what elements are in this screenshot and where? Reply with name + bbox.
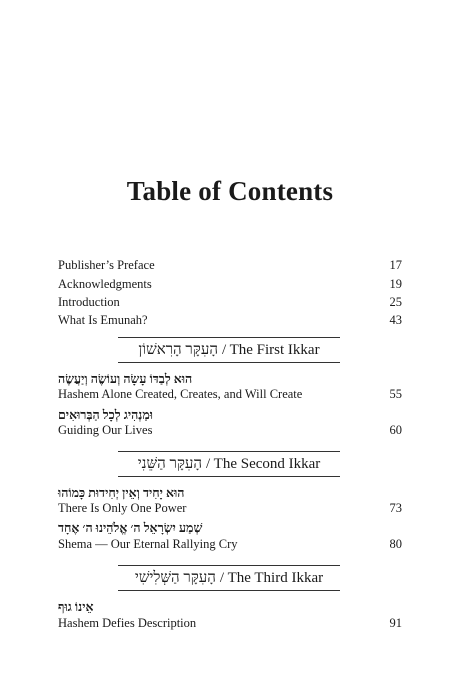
entry-page: 91	[389, 616, 402, 630]
toc-entry[interactable]	[58, 295, 402, 310]
section-heading	[118, 451, 340, 477]
section-heading	[118, 337, 340, 363]
toc-entry[interactable]	[58, 423, 402, 438]
section-heading-english: / The Second Ikkar	[206, 455, 321, 472]
toc-entry[interactable]	[58, 258, 402, 273]
entry-label: Hashem Defies Description	[58, 616, 197, 630]
toc-entry[interactable]	[58, 313, 402, 328]
entry-label: Hashem Alone Created, Creates, and Will Create	[58, 387, 303, 401]
section-heading	[118, 565, 340, 591]
entry-hebrew-text: הוּא יָחִיד וְאֵין יְחִידוּת כָּמוֹהוּ	[58, 486, 185, 500]
toc-entry[interactable]	[58, 537, 402, 552]
section-heading-english: / The First Ikkar	[221, 341, 320, 358]
entry-label: Publisher’s Preface	[58, 258, 155, 272]
entry-page: 80	[389, 537, 402, 551]
section-heading-hebrew: הָעִקָּר הָרִאשׁוֹן	[138, 341, 218, 358]
section-heading-hebrew: הָעִקָּר הַשֵּׁנִי	[137, 455, 203, 472]
entry-page: 17	[389, 258, 402, 272]
entry-page: 73	[389, 501, 402, 515]
section-heading-hebrew: הָעִקָּר הַשְּׁלִישִׁי	[134, 569, 216, 586]
page-title: Table of Contents	[126, 176, 334, 206]
entry-page: 55	[389, 387, 402, 401]
entry-hebrew-text: הוּא לְבַדּוֹ עָשָׂה וְעוֹשֶׂה וְיַעֲשֶׂה	[58, 372, 193, 386]
entry-label: Guiding Our Lives	[58, 423, 153, 437]
entry-label: What Is Emunah?	[58, 313, 148, 327]
entry-hebrew-text: שְׁמַע יִשְׂרָאֵל ה׳ אֱלֹהֵינוּ ה׳ אֶחָד	[58, 521, 203, 535]
entry-label: Shema — Our Eternal Rallying Cry	[58, 537, 238, 551]
entry-page: 19	[389, 277, 402, 291]
section-heading-english: / The Third Ikkar	[219, 569, 324, 586]
entry-label: There Is Only One Power	[58, 501, 187, 515]
toc-entry[interactable]	[58, 616, 402, 631]
entry-page: 25	[389, 295, 402, 309]
entry-hebrew-text: וּמַנְהִיג לְכָל הַבְּרוּאִים	[58, 408, 153, 422]
entry-page: 60	[389, 423, 402, 437]
toc-entry[interactable]	[58, 387, 402, 402]
toc-entry[interactable]	[58, 501, 402, 516]
entry-hebrew-text: אֵינוֹ גוּף	[58, 600, 94, 614]
entry-hebrew	[58, 486, 402, 501]
entry-label: Acknowledgments	[58, 277, 152, 291]
entry-hebrew	[58, 600, 402, 615]
entry-hebrew	[58, 372, 402, 387]
toc-entry[interactable]	[58, 277, 402, 292]
entry-hebrew	[58, 408, 402, 423]
entry-hebrew	[58, 521, 402, 536]
entry-label: Introduction	[58, 295, 120, 309]
entry-page: 43	[389, 313, 402, 327]
